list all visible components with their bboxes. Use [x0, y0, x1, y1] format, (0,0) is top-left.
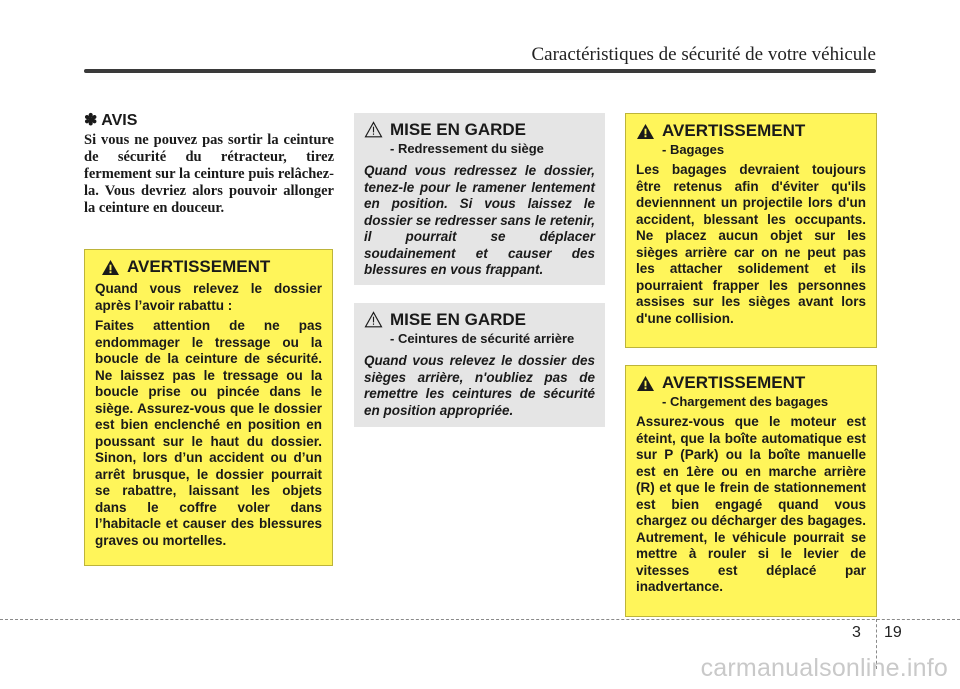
warning-box-chargement — [625, 365, 877, 617]
avis-label: AVIS — [101, 112, 138, 129]
warning-text — [95, 281, 322, 549]
page-header-title: Caractéristiques de sécurité de votre véhicule — [531, 44, 876, 65]
warning-paragraph-1: Quand vous relevez le dossier après l’avoir rabattu : — [95, 281, 322, 313]
caution-box-ceintures — [354, 303, 605, 427]
page-number: 19 — [884, 624, 902, 641]
asterisk-icon: ✽ — [84, 112, 98, 129]
warning-text: Les bagages devraient toujours être retenus afin d'éviter qu'ils deviennnent un projectile lors d'un accident, blessant les occupants. Ne placez aucun objet sur les sièges arrière car on ne peut pas les attacher solidement et ils pourraient frapper les personnes assises sur les sièges avant lors d'une collision. — [636, 162, 866, 326]
caution-title: MISE EN GARDE — [390, 120, 527, 139]
caution-text: Quand vous redressez le dossier, tenez-le pour le ramener lentement en position. Si vous laissez le dossier se redresser sans le retenir, il pourrait se déplacer soudainement et causer des blessures en vous frappant. — [364, 163, 595, 277]
warning-title: AVERTISSEMENT — [127, 257, 271, 276]
caution-text: Quand vous relevez le dossier des sièges arrière, n'oubliez pas de remettre les ceintures de sécurité en position appropriée. — [364, 353, 595, 418]
caution-triangle-icon — [364, 311, 383, 328]
caution-title: MISE EN GARDE — [390, 310, 527, 329]
chapter-number: 3 — [852, 624, 861, 641]
warning-subtitle: - Chargement des bagages — [662, 394, 829, 409]
avis-text: Si vous ne pouvez pas sortir la ceinture de sécurité du rétracteur, tirez fermement sur la ceinture puis relâchez-la. Vous devriez alors pouvoir allonger la ceinture en douceur. — [84, 132, 334, 216]
warning-triangle-icon — [636, 123, 655, 140]
caution-triangle-icon — [364, 121, 383, 138]
warning-paragraph-2: Faites attention de ne pas endommager le tressage ou la boucle de la ceinture de sécurité. Ne laissez pas le tressage ou la boucle prise ou pincée dans le siège. Assurez-vous que le dossier est bien enclenché en position en poussant sur le haut du dossier. Sinon, lors d’un accident ou d’un arrêt brusque, le dossier pourrait se rabattre, laissant les objets dans le coffre voler dans l’habitacle et causer des blessures graves ou mortelles. — [95, 318, 322, 548]
warning-box-bagages — [625, 113, 877, 348]
warning-title: AVERTISSEMENT — [662, 121, 806, 140]
warning-triangle-icon — [101, 259, 120, 276]
watermark: carmanualsonline.info — [700, 654, 948, 682]
caution-subtitle: - Redressement du siège — [390, 141, 544, 156]
warning-triangle-icon — [636, 375, 655, 392]
avis-title — [84, 110, 137, 130]
header-rule — [84, 69, 876, 73]
footer-rule — [0, 619, 960, 620]
caution-subtitle: - Ceintures de sécurité arrière — [390, 331, 575, 346]
caution-box-redressement — [354, 113, 605, 285]
warning-box-dossier — [84, 249, 333, 566]
warning-text: Assurez-vous que le moteur est éteint, que la boîte automatique est sur P (Park) ou la boîte manuelle est en 1ère ou en marche arrière (R) et que le frein de stationnement est bien engagé quand vous chargez ou décharger des bagages. Autrement, le véhicule pourrait se mettre à rouler si le levier de vitesses est déplacé par inadvertance. — [636, 414, 866, 594]
warning-subtitle: - Bagages — [662, 142, 725, 157]
warning-title: AVERTISSEMENT — [662, 373, 806, 392]
